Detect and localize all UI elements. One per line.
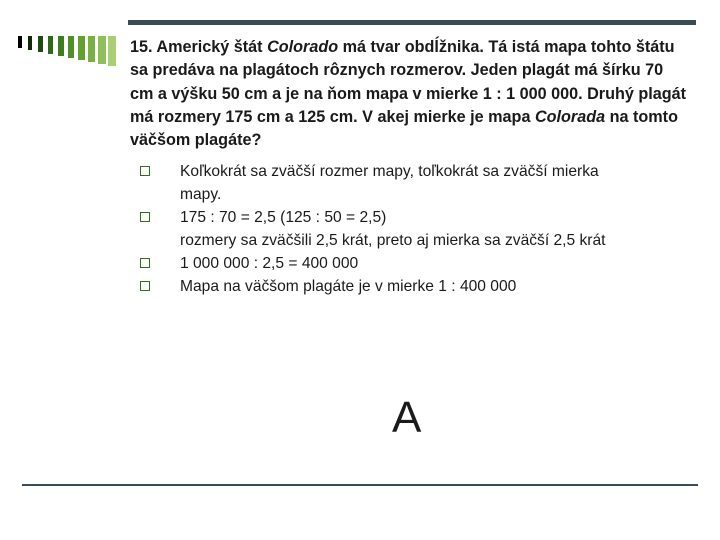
problem-text: má tvar obdĺžnika. Tá istá mapa tohto štátu sa predáva na plagátoch rôznych rozmerov. Jeden plagát má šírku 70 cm a výšku 50 cm a je na ňom mapa v mierke 1 : 1 000 000. Druhý plagát má rozmery 175 cm a 125 cm. V akej mierke je mapa bbox=[130, 38, 687, 126]
decor-bar bbox=[38, 36, 43, 52]
bottom-divider-line bbox=[22, 484, 698, 486]
bullet-item bbox=[140, 275, 700, 298]
bullet-item bbox=[140, 252, 700, 275]
bullet-line: mapy. bbox=[180, 186, 222, 203]
problem-text-italic: Colorado bbox=[267, 38, 339, 56]
bullet-line: rozmery sa zväčšili 2,5 krát, preto aj mierka sa zväčší 2,5 krát bbox=[180, 232, 606, 249]
square-bullet-icon bbox=[140, 258, 150, 268]
decor-bar bbox=[58, 36, 64, 56]
problem-text-italic: Colorada bbox=[534, 107, 606, 126]
decor-bar bbox=[78, 36, 85, 60]
bullet-line: Mapa na väčšom plagáte je v mierke 1 : 400 000 bbox=[180, 278, 517, 295]
square-bullet-icon bbox=[140, 166, 150, 176]
decor-bar bbox=[28, 36, 32, 50]
problem-statement bbox=[130, 36, 690, 152]
problem-text: 15. Americký štát bbox=[130, 38, 268, 56]
solution-bullet-list bbox=[140, 160, 700, 298]
answer-letter: A bbox=[392, 393, 422, 442]
decor-bar bbox=[68, 36, 74, 58]
decor-bar bbox=[18, 36, 22, 48]
decor-bar bbox=[88, 36, 95, 62]
decor-bar bbox=[98, 36, 106, 64]
decor-bar bbox=[108, 36, 116, 66]
problem-text: na tomto väčšom plagáte? bbox=[130, 107, 678, 150]
bullet-line: 175 : 70 = 2,5 (125 : 50 = 2,5) bbox=[180, 209, 387, 226]
top-divider-line bbox=[128, 20, 696, 25]
bullet-line: 1 000 000 : 2,5 = 400 000 bbox=[180, 255, 359, 272]
bullet-line: Koľkokrát sa zväčší rozmer mapy, toľkokrát sa zväčší mierka bbox=[180, 163, 599, 180]
decor-bar bbox=[48, 36, 53, 54]
square-bullet-icon bbox=[140, 212, 150, 222]
bullet-item bbox=[140, 160, 700, 206]
bullet-item bbox=[140, 206, 700, 252]
square-bullet-icon bbox=[140, 281, 150, 291]
